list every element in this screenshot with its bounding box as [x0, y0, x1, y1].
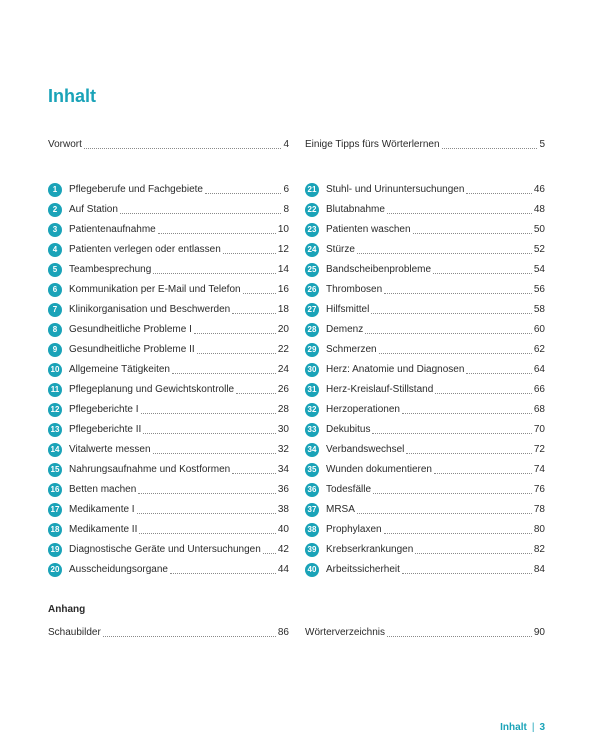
chapter-page: 60 — [533, 324, 545, 335]
chapter-title: Wunden dokumentieren — [326, 464, 432, 475]
toc-entry-page: 4 — [283, 139, 289, 150]
toc-chapter-entry[interactable] — [305, 422, 545, 438]
dot-leader — [263, 553, 276, 554]
toc-chapter-entry[interactable] — [48, 442, 289, 458]
toc-chapter-entry[interactable] — [305, 382, 545, 398]
chapter-page: 10 — [277, 224, 289, 235]
dot-leader — [153, 453, 276, 454]
dot-leader — [236, 393, 276, 394]
toc-chapter-entry[interactable] — [48, 302, 289, 318]
toc-chapter-entry[interactable] — [48, 502, 289, 518]
toc-chapter-entry[interactable] — [305, 542, 545, 558]
chapter-title: Hilfsmittel — [326, 304, 370, 315]
chapter-title: Prophylaxen — [326, 524, 382, 535]
toc-chapter-entry[interactable] — [305, 222, 545, 238]
dot-leader — [158, 233, 276, 234]
dot-leader — [194, 333, 276, 334]
chapter-title: Arbeitssicherheit — [326, 564, 400, 575]
dot-leader — [139, 533, 276, 534]
chapter-title: Medikamente I — [69, 504, 135, 515]
dot-leader — [141, 413, 276, 414]
chapter-title: Pflegeplanung und Gewichtskontrolle — [69, 384, 235, 395]
dot-leader — [232, 473, 276, 474]
chapter-title: Patienten waschen — [326, 224, 411, 235]
toc-chapter-entry[interactable] — [305, 242, 545, 258]
chapter-page: 46 — [533, 184, 545, 195]
chapter-title: Krebserkrankungen — [326, 544, 414, 555]
toc-chapter-entry[interactable] — [305, 342, 545, 358]
toc-chapter-entry[interactable] — [305, 302, 545, 318]
dot-leader — [413, 233, 532, 234]
chapter-page: 40 — [277, 524, 289, 535]
dot-leader — [379, 353, 532, 354]
appendix-heading: Anhang — [48, 604, 86, 615]
chapter-number-badge: 15 — [48, 463, 62, 477]
chapter-number-badge: 19 — [48, 543, 62, 557]
dot-leader — [384, 293, 532, 294]
chapter-number-badge: 39 — [305, 543, 319, 557]
toc-chapter-entry[interactable] — [305, 502, 545, 518]
chapter-page: 84 — [533, 564, 545, 575]
chapter-page: 56 — [533, 284, 545, 295]
toc-chapter-entry[interactable] — [48, 422, 289, 438]
chapter-page: 58 — [533, 304, 545, 315]
toc-chapter-entry[interactable] — [305, 182, 545, 198]
toc-chapter-entry[interactable] — [48, 522, 289, 538]
toc-chapter-entry[interactable] — [48, 282, 289, 298]
chapter-number-badge: 37 — [305, 503, 319, 517]
chapter-number-badge: 40 — [305, 563, 319, 577]
chapter-title: Nahrungsaufnahme und Kostformen — [69, 464, 231, 475]
chapter-page: 36 — [277, 484, 289, 495]
toc-chapter-entry[interactable] — [305, 322, 545, 338]
chapter-title: MRSA — [326, 504, 355, 515]
chapter-number-badge: 11 — [48, 383, 62, 397]
chapter-title: Medikamente II — [69, 524, 138, 535]
chapter-title: Herz-Kreislauf-Stillstand — [326, 384, 434, 395]
chapter-number-badge: 14 — [48, 443, 62, 457]
footer-label: Inhalt — [500, 722, 527, 733]
chapter-title: Stuhl- und Urinuntersuchungen — [326, 184, 465, 195]
chapter-number-badge: 28 — [305, 323, 319, 337]
chapter-number-badge: 18 — [48, 523, 62, 537]
dot-leader — [384, 533, 532, 534]
dot-leader — [137, 513, 276, 514]
chapter-number-badge: 20 — [48, 563, 62, 577]
dot-leader — [143, 433, 276, 434]
chapter-page: 28 — [277, 404, 289, 415]
dot-leader — [365, 333, 532, 334]
chapter-title: Betten machen — [69, 484, 137, 495]
toc-chapter-entry[interactable] — [48, 182, 289, 198]
dot-leader — [466, 373, 531, 374]
dot-leader — [138, 493, 276, 494]
chapter-number-badge: 2 — [48, 203, 62, 217]
toc-chapter-entry[interactable] — [305, 282, 545, 298]
chapter-page: 82 — [533, 544, 545, 555]
chapter-number-badge: 38 — [305, 523, 319, 537]
dot-leader — [442, 148, 538, 149]
dot-leader — [434, 473, 532, 474]
chapter-title: Auf Station — [69, 204, 118, 215]
page-footer — [500, 722, 545, 733]
chapter-title: Klinikorganisation und Beschwerden — [69, 304, 231, 315]
chapter-page: 66 — [533, 384, 545, 395]
dot-leader — [466, 193, 531, 194]
footer-separator: | — [531, 722, 535, 733]
chapter-title: Patientenaufnahme — [69, 224, 156, 235]
chapter-page: 34 — [277, 464, 289, 475]
dot-leader — [373, 493, 532, 494]
chapter-number-badge: 10 — [48, 363, 62, 377]
dot-leader — [406, 453, 531, 454]
chapter-number-badge: 12 — [48, 403, 62, 417]
chapter-title: Pflegeberichte I — [69, 404, 139, 415]
chapter-page: 62 — [533, 344, 545, 355]
chapter-page: 48 — [533, 204, 545, 215]
chapter-page: 64 — [533, 364, 545, 375]
chapter-number-badge: 27 — [305, 303, 319, 317]
dot-leader — [372, 433, 531, 434]
dot-leader — [197, 353, 276, 354]
toc-chapter-entry[interactable] — [48, 482, 289, 498]
chapter-page: 30 — [277, 424, 289, 435]
chapter-title: Todesfälle — [326, 484, 372, 495]
chapter-number-badge: 6 — [48, 283, 62, 297]
chapter-number-badge: 5 — [48, 263, 62, 277]
toc-entry-label: Vorwort — [48, 139, 82, 150]
chapter-page: 16 — [277, 284, 289, 295]
chapter-title: Blutabnahme — [326, 204, 385, 215]
chapter-number-badge: 21 — [305, 183, 319, 197]
toc-chapter-entry[interactable] — [305, 462, 545, 478]
chapter-page: 32 — [277, 444, 289, 455]
toc-chapter-entry[interactable] — [305, 402, 545, 418]
chapter-page: 26 — [277, 384, 289, 395]
dot-leader — [357, 253, 532, 254]
chapter-page: 76 — [533, 484, 545, 495]
chapter-number-badge: 29 — [305, 343, 319, 357]
dot-leader — [172, 373, 276, 374]
chapter-title: Gesundheitliche Probleme I — [69, 324, 192, 335]
chapter-page: 22 — [277, 344, 289, 355]
toc-chapter-entry[interactable] — [48, 542, 289, 558]
dot-leader — [84, 148, 282, 149]
toc-chapter-entry[interactable] — [305, 202, 545, 218]
toc-chapter-entry[interactable] — [305, 262, 545, 278]
chapter-number-badge: 30 — [305, 363, 319, 377]
dot-leader — [433, 273, 532, 274]
toc-entry-label: Schaubilder — [48, 627, 101, 638]
chapter-number-badge: 3 — [48, 223, 62, 237]
chapter-title: Dekubitus — [326, 424, 371, 435]
toc-chapter-entry[interactable] — [305, 482, 545, 498]
chapter-title: Thrombosen — [326, 284, 383, 295]
dot-leader — [415, 553, 532, 554]
chapter-title: Verbandswechsel — [326, 444, 405, 455]
toc-chapter-entry[interactable] — [48, 222, 289, 238]
toc-chapter-entry[interactable] — [48, 402, 289, 418]
toc-chapter-entry[interactable] — [48, 202, 289, 218]
chapter-number-badge: 33 — [305, 423, 319, 437]
chapter-page: 12 — [277, 244, 289, 255]
chapter-number-badge: 4 — [48, 243, 62, 257]
dot-leader — [120, 213, 282, 214]
chapter-page: 6 — [283, 184, 289, 195]
chapter-number-badge: 31 — [305, 383, 319, 397]
dot-leader — [153, 273, 276, 274]
dot-leader — [223, 253, 276, 254]
chapter-title: Herz: Anatomie und Diagnosen — [326, 364, 465, 375]
toc-entry-tipps[interactable] — [305, 137, 545, 153]
chapter-title: Stürze — [326, 244, 355, 255]
chapter-title: Pflegeberufe und Fachgebiete — [69, 184, 203, 195]
toc-chapter-entry[interactable] — [305, 362, 545, 378]
chapter-number-badge: 36 — [305, 483, 319, 497]
toc-chapter-entry[interactable] — [48, 262, 289, 278]
chapter-title: Gesundheitliche Probleme II — [69, 344, 195, 355]
chapter-page: 24 — [277, 364, 289, 375]
dot-leader — [371, 313, 532, 314]
chapter-title: Diagnostische Geräte und Untersuchungen — [69, 544, 261, 555]
chapter-page: 44 — [277, 564, 289, 575]
dot-leader — [205, 193, 281, 194]
chapter-title: Herzoperationen — [326, 404, 400, 415]
chapter-number-badge: 32 — [305, 403, 319, 417]
chapter-number-badge: 35 — [305, 463, 319, 477]
chapter-number-badge: 25 — [305, 263, 319, 277]
chapter-title: Bandscheibenprobleme — [326, 264, 432, 275]
toc-entry-schaubilder[interactable] — [48, 625, 289, 641]
toc-chapter-entry[interactable] — [48, 322, 289, 338]
chapter-number-badge: 22 — [305, 203, 319, 217]
toc-entry-vorwort[interactable] — [48, 137, 289, 153]
chapter-page: 78 — [533, 504, 545, 515]
dot-leader — [387, 636, 532, 637]
chapter-page: 80 — [533, 524, 545, 535]
toc-chapter-entry[interactable] — [48, 382, 289, 398]
chapter-title: Teambesprechung — [69, 264, 152, 275]
chapter-number-badge: 13 — [48, 423, 62, 437]
chapter-page: 42 — [277, 544, 289, 555]
chapter-title: Demenz — [326, 324, 364, 335]
chapter-page: 74 — [533, 464, 545, 475]
dot-leader — [435, 393, 532, 394]
chapter-title: Schmerzen — [326, 344, 377, 355]
chapter-title: Patienten verlegen oder entlassen — [69, 244, 221, 255]
chapter-page: 70 — [533, 424, 545, 435]
page-title: Inhalt — [48, 86, 96, 106]
toc-entry-woerterverzeichnis[interactable] — [305, 625, 545, 641]
dot-leader — [103, 636, 276, 637]
chapter-page: 20 — [277, 324, 289, 335]
dot-leader — [402, 573, 532, 574]
toc-chapter-entry[interactable] — [48, 562, 289, 578]
chapter-title: Kommunikation per E-Mail und Telefon — [69, 284, 241, 295]
chapter-number-badge: 9 — [48, 343, 62, 357]
dot-leader — [387, 213, 532, 214]
toc-entry-page: 86 — [277, 627, 289, 638]
chapter-number-badge: 23 — [305, 223, 319, 237]
page-number: 3 — [539, 722, 545, 733]
dot-leader — [243, 293, 276, 294]
chapter-number-badge: 17 — [48, 503, 62, 517]
toc-chapter-entry[interactable] — [48, 242, 289, 258]
chapter-page: 38 — [277, 504, 289, 515]
chapter-title: Ausscheidungsorgane — [69, 564, 168, 575]
chapter-page: 8 — [283, 204, 289, 215]
toc-chapter-entry[interactable] — [305, 562, 545, 578]
toc-chapter-entry[interactable] — [305, 522, 545, 538]
chapter-number-badge: 8 — [48, 323, 62, 337]
chapter-title: Allgemeine Tätigkeiten — [69, 364, 170, 375]
toc-entry-page: 90 — [533, 627, 545, 638]
dot-leader — [402, 413, 532, 414]
chapter-page: 54 — [533, 264, 545, 275]
chapter-number-badge: 1 — [48, 183, 62, 197]
chapter-title: Vitalwerte messen — [69, 444, 151, 455]
chapter-page: 50 — [533, 224, 545, 235]
chapter-page: 14 — [277, 264, 289, 275]
toc-entry-label: Wörterverzeichnis — [305, 627, 386, 638]
toc-chapter-entry[interactable] — [48, 462, 289, 478]
chapter-number-badge: 7 — [48, 303, 62, 317]
dot-leader — [232, 313, 276, 314]
chapter-title: Pflegeberichte II — [69, 424, 142, 435]
toc-entry-label: Einige Tipps fürs Wörterlernen — [305, 139, 440, 150]
chapter-page: 68 — [533, 404, 545, 415]
chapter-page: 72 — [533, 444, 545, 455]
chapter-number-badge: 26 — [305, 283, 319, 297]
dot-leader — [170, 573, 276, 574]
chapter-number-badge: 24 — [305, 243, 319, 257]
toc-entry-page: 5 — [539, 139, 545, 150]
toc-chapter-entry[interactable] — [48, 362, 289, 378]
chapter-number-badge: 34 — [305, 443, 319, 457]
dot-leader — [357, 513, 532, 514]
chapter-page: 18 — [277, 304, 289, 315]
chapter-page: 52 — [533, 244, 545, 255]
toc-chapter-entry[interactable] — [48, 342, 289, 358]
toc-chapter-entry[interactable] — [305, 442, 545, 458]
chapter-number-badge: 16 — [48, 483, 62, 497]
